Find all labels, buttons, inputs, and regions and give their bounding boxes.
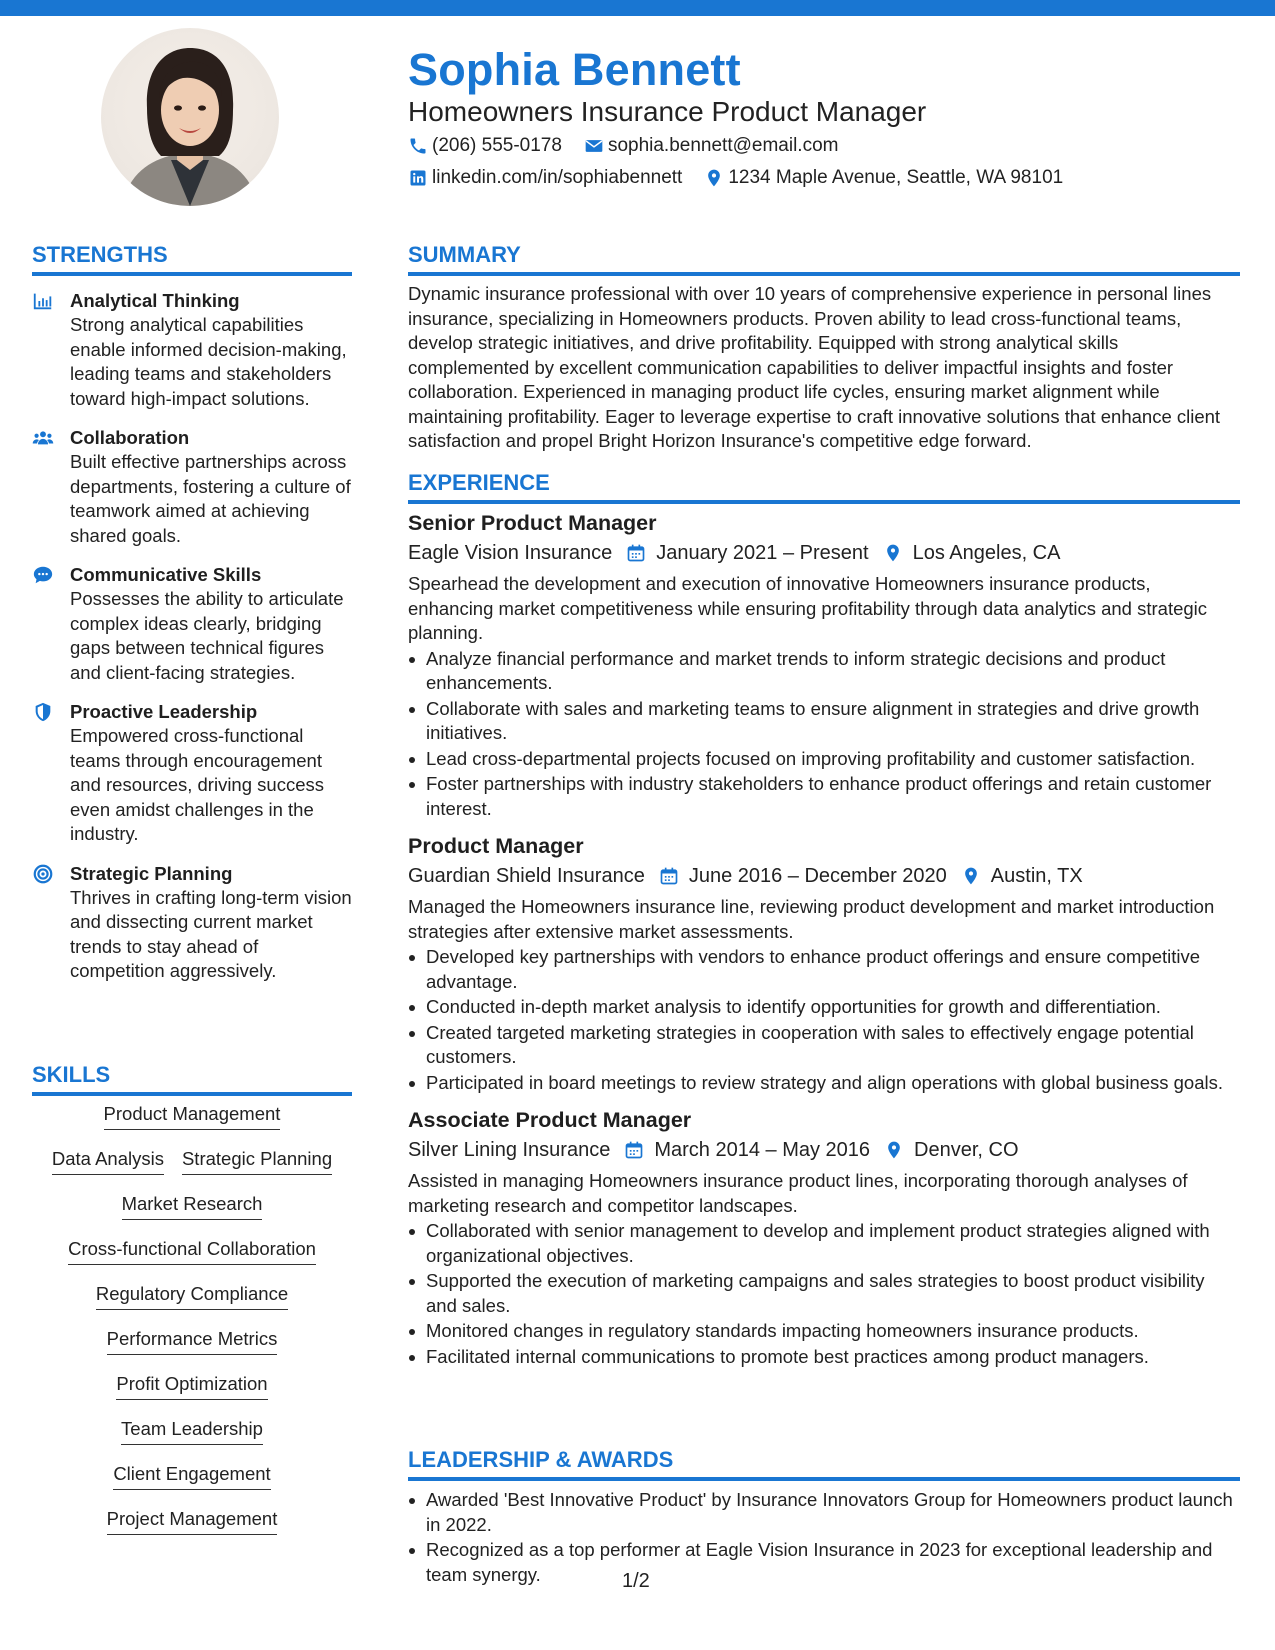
- strength-item: [32, 861, 352, 984]
- job-role: Product Manager: [408, 834, 584, 858]
- strength-item: [32, 562, 352, 685]
- job-meta: [408, 538, 1240, 568]
- job-location: Austin, TX: [961, 861, 1083, 891]
- skills-heading: SKILLS: [32, 1062, 111, 1087]
- linkedin-icon: [408, 168, 428, 188]
- strength-description: Empowered cross-functional teams through encouragement and resources, driving success even amidst challenges in the industry.: [70, 725, 324, 844]
- envelope-icon: [584, 136, 604, 156]
- phone-icon: [408, 136, 428, 156]
- profile-photo: [101, 28, 279, 206]
- experience-entry: [408, 508, 1240, 821]
- summary-text: Dynamic insurance professional with over 10 years of comprehensive experience in personal lines insurance, specializing in Homeowners products. Proven ability to lead cross-functional teams, develop strategic initiatives, and drive profitability. Equipped with strong analytical skills complemented by excellent communication capabilities to deliver impactful insights and foster collaboration. Experienced in managing product life cycles, ensuring market alignment while maintaining profitability. Eager to leverage expertise to craft innovative solutions that enhance client satisfaction and propel Bright Horizon Insurance's competitive edge forward.: [408, 283, 1221, 451]
- chat-bubble-icon: [32, 564, 54, 586]
- skill-tag: Client Engagement: [113, 1462, 270, 1490]
- job-location: Denver, CO: [884, 1135, 1018, 1165]
- strength-description: Built effective partnerships across departments, fostering a culture of teamwork aimed at achieving shared goals.: [70, 451, 351, 546]
- summary-heading: SUMMARY: [408, 242, 521, 267]
- experience-rule: [408, 500, 1240, 504]
- experience-entry: [408, 1105, 1240, 1369]
- award-item: Awarded 'Best Innovative Product' by Insurance Innovators Group for Homeowners product launch in 2022.: [408, 1488, 1240, 1537]
- awards-rule: [408, 1477, 1240, 1481]
- strength-description: Strong analytical capabilities enable informed decision-making, leading teams and stakeholders toward high-impact solutions.: [70, 314, 347, 409]
- strength-title: Communicative Skills: [70, 564, 262, 585]
- strength-item: [32, 699, 352, 847]
- street-address: 1234 Maple Avenue, Seattle, WA 98101: [728, 167, 1064, 188]
- strengths-rule: [32, 272, 352, 276]
- strength-title: Proactive Leadership: [70, 701, 258, 722]
- awards-list: [408, 1487, 1240, 1587]
- candidate-name: Sophia Bennett: [408, 44, 741, 95]
- job-role: Associate Product Manager: [408, 1108, 692, 1132]
- job-summary: Managed the Homeowners insurance line, reviewing product development and market introduction strategies after extensive market assessments.: [408, 896, 1215, 942]
- skill-tag: Strategic Planning: [182, 1147, 332, 1175]
- job-bullets: [408, 1219, 1240, 1369]
- job-dates: January 2021 – Present: [626, 538, 868, 568]
- job-meta: [408, 861, 1240, 891]
- candidate-title: Homeowners Insurance Product Manager: [408, 96, 927, 127]
- skill-tag: Project Management: [107, 1507, 278, 1535]
- strength-item: [32, 425, 352, 548]
- award-item: Recognized as a top performer at Eagle Vision Insurance in 2023 for exceptional leadership and team synergy.: [408, 1538, 1240, 1587]
- job-bullet: Foster partnerships with industry stakeholders to enhance product offerings and retain customer interest.: [408, 772, 1240, 821]
- job-dates: June 2016 – December 2020: [659, 861, 947, 891]
- job-summary: Assisted in managing Homeowners insurance product lines, incorporating thorough analyses of marketing research and competitor landscapes.: [408, 1170, 1188, 1216]
- shield-icon: [32, 701, 54, 723]
- page-number: 1/2: [622, 1570, 650, 1592]
- calendar-icon: [626, 542, 646, 564]
- job-bullet: Monitored changes in regulatory standards impacting homeowners insurance products.: [408, 1319, 1240, 1344]
- job-bullets: [408, 647, 1240, 822]
- job-bullet: Analyze financial performance and market trends to inform strategic decisions and product enhancements.: [408, 647, 1240, 696]
- company-name: Guardian Shield Insurance: [408, 865, 645, 887]
- calendar-icon: [659, 865, 679, 887]
- top-accent-bar: [0, 0, 1275, 16]
- company-name: Eagle Vision Insurance: [408, 542, 613, 564]
- address-contact: [704, 166, 1063, 190]
- job-role: Senior Product Manager: [408, 511, 657, 535]
- location-pin-icon: [883, 542, 903, 564]
- experience-heading: EXPERIENCE: [408, 470, 550, 495]
- location-pin-icon: [704, 168, 724, 188]
- skill-tag: Cross-functional Collaboration: [68, 1237, 316, 1265]
- strength-description: Thrives in crafting long-term vision and dissecting current market trends to stay ahead of competition aggressively.: [70, 886, 352, 981]
- job-summary: Spearhead the development and execution of innovative Homeowners insurance products, enhancing market competitiveness while ensuring profitability through data analytics and strategic planning.: [408, 573, 1208, 643]
- skills-list: [32, 1102, 352, 1552]
- calendar-icon: [624, 1139, 644, 1161]
- job-meta: [408, 1135, 1240, 1165]
- skill-tag: Data Analysis: [52, 1147, 164, 1175]
- job-bullet: Created targeted marketing strategies in cooperation with sales to effectively engage potential customers.: [408, 1021, 1240, 1070]
- target-icon: [32, 863, 54, 885]
- strength-description: Possesses the ability to articulate complex ideas clearly, bridging gaps between technical figures and client-facing strategies.: [70, 588, 344, 683]
- phone-contact: [408, 134, 562, 158]
- linkedin-contact[interactable]: [408, 166, 682, 190]
- summary-rule: [408, 272, 1240, 276]
- email-contact[interactable]: [584, 134, 839, 158]
- job-bullet: Facilitated internal communications to promote best practices among product managers.: [408, 1345, 1240, 1370]
- skill-tag: Team Leadership: [121, 1417, 263, 1445]
- strengths-heading: STRENGTHS: [32, 242, 168, 267]
- skill-tag: Market Research: [122, 1192, 263, 1220]
- location-pin-icon: [884, 1139, 904, 1161]
- phone-number: (206) 555-0178: [432, 135, 562, 156]
- skill-tag: Product Management: [104, 1102, 281, 1130]
- awards-heading: LEADERSHIP & AWARDS: [408, 1447, 674, 1472]
- strength-title: Analytical Thinking: [70, 290, 240, 311]
- job-bullet: Supported the execution of marketing campaigns and sales strategies to boost product visibility and sales.: [408, 1269, 1240, 1318]
- job-bullet: Conducted in-depth market analysis to identify opportunities for growth and differentiation.: [408, 995, 1240, 1020]
- strengths-list: [32, 288, 352, 998]
- skills-rule: [32, 1092, 352, 1096]
- job-bullets: [408, 945, 1240, 1095]
- strength-title: Strategic Planning: [70, 862, 233, 884]
- bar-chart-icon: [32, 290, 54, 312]
- experience-entry: [408, 831, 1240, 1095]
- job-bullet: Developed key partnerships with vendors to enhance product offerings and ensure competitive advantage.: [408, 945, 1240, 994]
- job-bullet: Lead cross-departmental projects focused on improving profitability and customer satisfaction.: [408, 747, 1240, 772]
- skill-tag: Performance Metrics: [107, 1327, 278, 1355]
- strength-title: Collaboration: [70, 427, 190, 448]
- experience-list: [408, 508, 1240, 1379]
- job-bullet: Participated in board meetings to review strategy and align operations with global business goals.: [408, 1071, 1240, 1096]
- job-location: Los Angeles, CA: [883, 538, 1061, 568]
- skill-tag: Profit Optimization: [116, 1372, 267, 1400]
- contact-row-1: [408, 134, 860, 158]
- users-icon: [32, 427, 54, 449]
- linkedin-url[interactable]: linkedin.com/in/sophiabennett: [432, 167, 683, 188]
- job-dates: March 2014 – May 2016: [624, 1135, 870, 1165]
- job-bullet: Collaborated with senior management to develop and implement product strategies aligned with organizational objectives.: [408, 1219, 1240, 1268]
- company-name: Silver Lining Insurance: [408, 1139, 611, 1161]
- strength-item: [32, 288, 352, 411]
- contact-row-2: [408, 166, 1085, 190]
- job-bullet: Collaborate with sales and marketing teams to ensure alignment in strategies and drive growth initiatives.: [408, 697, 1240, 746]
- location-pin-icon: [961, 865, 981, 887]
- skill-tag: Regulatory Compliance: [96, 1282, 288, 1310]
- email-address[interactable]: sophia.bennett@email.com: [607, 135, 839, 156]
